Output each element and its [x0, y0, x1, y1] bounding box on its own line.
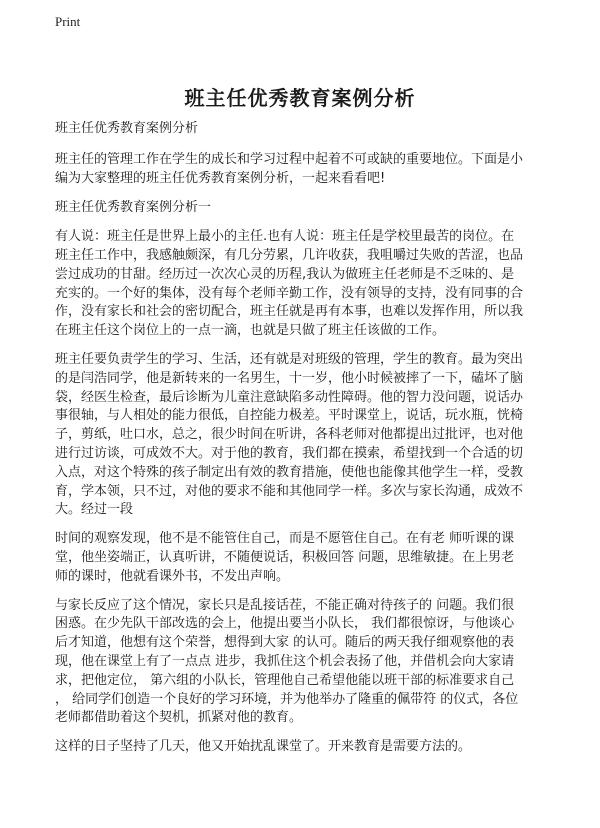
text-line: 有人说：班主任是世界上最小的主任.也有人说：班主任是学校里最苦的岗位。在 [55, 229, 515, 245]
body-paragraph [55, 530, 555, 586]
body-paragraph [55, 597, 555, 729]
text-line: 大。经过一段 [55, 502, 134, 518]
text-line: 充实的。一个好的集体，没有每个老师辛勤工作，没有领导的支持，没有同事的合 [55, 285, 524, 301]
text-line: 进行过访谈，可成效不大。对于他的教育，我们都在摸索，希望找到一个合适的切 [55, 445, 524, 461]
text-line: 在班主任这个岗位上的一点一滴，也就是只做了班主任该做的工作。 [55, 323, 446, 339]
text-line: 袋，经医生检查，最后诊断为儿童注意缺陷多动性障碍。他的智力没问题，说话办 [55, 389, 524, 405]
text-line: 育，学本领，只不过，对他的要求不能和其他同学一样。多次与家长沟通，成效不 [55, 483, 524, 499]
text-line: 现，他在课堂上有了一点点 进步，我抓住这个机会表扬了他，并借机会向大家请 [55, 653, 515, 669]
body-paragraph [55, 738, 555, 757]
text-line: 班主任要负责学生的学习、生活，还有就是对班级的管理，学生的教育。最为突出 [55, 351, 524, 367]
text-line: 班主任的管理工作在学生的成长和学习过程中起着不可或缺的重要地位。下面是小 [55, 151, 524, 167]
text-line: 编为大家整理的班主任优秀教育案例分析，一起来看看吧! [55, 170, 386, 186]
text-line: 老师都借助着这个契机，抓紧对他的教育。 [55, 710, 303, 726]
print-link[interactable]: Print [55, 14, 81, 29]
text-line: 后才知道，他想有这个荣誉，想得到大家 的认可。随后的两天我仔细观察他的表 [55, 635, 515, 651]
text-line: ， 给同学们创造一个良好的学习环境，并为他举办了隆重的佩带符 的仪式，各位 [55, 691, 519, 707]
intro-paragraph [55, 151, 555, 189]
text-line: 师的课时，他就看课外书，不发出声响。 [55, 568, 290, 584]
page-title: 班主任优秀教育案例分析 [184, 86, 416, 110]
text-line: 困惑。在少先队干部改选的会上，他提出要当小队长， 我们都很惊讶，与他谈心 [55, 616, 515, 632]
text-line: 尝过成功的甘甜。经历过一次次心灵的历程,我认为做班主任老师是不乏味的、是 [55, 266, 515, 282]
text-line: 的是闫浩同学，他是新转来的一名男生，十一岁，他小时候被摔了一下，磕坏了脑 [55, 370, 524, 386]
text-line: 时间的观察发现，他不是不能管住自己，而是不愿管住自己。在有老 师听课的课 [55, 531, 515, 547]
text-line: 求，把他定位， 第六组的小队长，管理他自己希望他能以班干部的标准要求自己 [55, 672, 515, 688]
section-heading: 班主任优秀教育案例分析一 [55, 200, 212, 216]
text-line: 作，没有家长和社会的密切配合，班主任就是再有本事，也难以发挥作用，所以我 [55, 304, 524, 320]
text-line: 事很轴，与人相处的能力很低，自控能力极差。平时课堂上，说话，玩水瓶，恍椅 [55, 408, 524, 424]
text-line: 班主任工作中，我感触颇深，有几分劳累，几许收获，我咀嚼过失败的苦涩，也品 [55, 247, 524, 263]
body-paragraph [55, 228, 555, 341]
body-paragraph [55, 351, 555, 520]
text-line: 入点，对这个特殊的孩子制定出有效的教育措施，使他也能像其他学生一样，受教 [55, 464, 524, 480]
document-body [55, 120, 555, 767]
text-line: 子，剪纸，吐口水，总之，很少时间在听讲，各科老师对他都提出过批评，也对他 [55, 427, 524, 443]
text-line: 与家长反应了这个情况，家长只是乱接话茬，不能正确对待孩子的 问题。我们很 [55, 597, 515, 613]
subtitle: 班主任优秀教育案例分析 [55, 121, 199, 136]
text-line: 这样的日子坚持了几天，他又开始扰乱课堂了。开来教育是需要方法的。 [55, 739, 472, 755]
text-line: 堂，他坐姿端正，认真听讲，不随便说话，积极回答 问题，思维敏捷。在上男老 [55, 549, 515, 565]
